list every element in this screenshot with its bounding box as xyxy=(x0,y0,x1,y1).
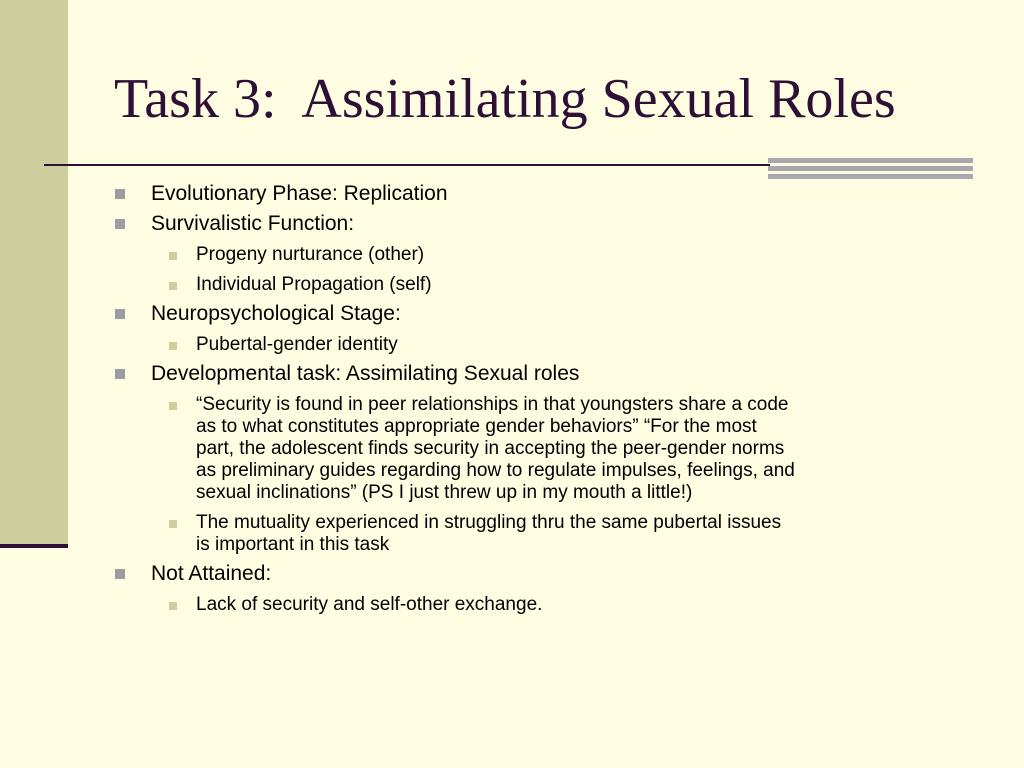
bullet-list xyxy=(115,182,975,616)
square-bullet-icon xyxy=(115,309,125,319)
sub-bullet-item xyxy=(115,594,966,616)
sub-bullet-text: The mutuality experienced in struggling thru the same pubertal issues is important in this task xyxy=(196,512,782,555)
title-divider xyxy=(44,164,770,166)
square-sub-bullet-icon xyxy=(169,520,177,528)
square-sub-bullet-icon xyxy=(169,282,177,290)
sub-bullet-text: “Security is found in peer relationships in that youngsters share a code as to what constitutes appropriate gender behaviors” “For the most part, the adolescent finds security in accepting the peer-gender norms as preliminary guides regarding how to regulate impulses, feelings, and sexual inclinations” (PS I just threw up in my mouth a little!) xyxy=(196,394,795,503)
bullet-text: Not Attained: xyxy=(151,562,272,585)
bullet-item xyxy=(115,182,975,206)
sub-bullet-item xyxy=(115,274,966,296)
sub-bullet-text: Individual Propagation (self) xyxy=(196,274,432,295)
bullet-text: Neuropsychological Stage: xyxy=(151,302,401,325)
sub-bullet-text: Lack of security and self-other exchange. xyxy=(196,594,543,615)
square-bullet-icon xyxy=(115,569,125,579)
slide-title: Task 3: Assimilating Sexual Roles xyxy=(114,68,896,130)
sub-bullet-item xyxy=(115,334,966,356)
bullet-text: Developmental task: Assimilating Sexual roles xyxy=(151,362,580,385)
bullet-text: Survivalistic Function: xyxy=(151,212,355,235)
square-bullet-icon xyxy=(115,189,125,199)
square-sub-bullet-icon xyxy=(169,252,177,260)
decorative-bars xyxy=(768,158,973,179)
sub-bullet-item xyxy=(115,394,966,504)
sub-bullet-text: Progeny nurturance (other) xyxy=(196,244,425,265)
square-sub-bullet-icon xyxy=(169,402,177,410)
decorative-bar xyxy=(768,158,973,163)
square-sub-bullet-icon xyxy=(169,602,177,610)
sub-bullet-item xyxy=(115,244,966,266)
decorative-bar xyxy=(768,166,973,171)
side-accent-underline xyxy=(0,544,68,548)
bullet-item xyxy=(115,562,975,586)
bullet-item xyxy=(115,302,975,326)
square-bullet-icon xyxy=(115,369,125,379)
square-bullet-icon xyxy=(115,219,125,229)
bullet-item xyxy=(115,212,975,236)
side-accent-band xyxy=(0,0,68,547)
sub-bullet-item xyxy=(115,512,966,556)
bullet-text: Evolutionary Phase: Replication xyxy=(151,182,448,205)
square-sub-bullet-icon xyxy=(169,342,177,350)
sub-bullet-text: Pubertal-gender identity xyxy=(196,334,398,355)
decorative-bar xyxy=(768,174,973,179)
bullet-item xyxy=(115,362,975,386)
